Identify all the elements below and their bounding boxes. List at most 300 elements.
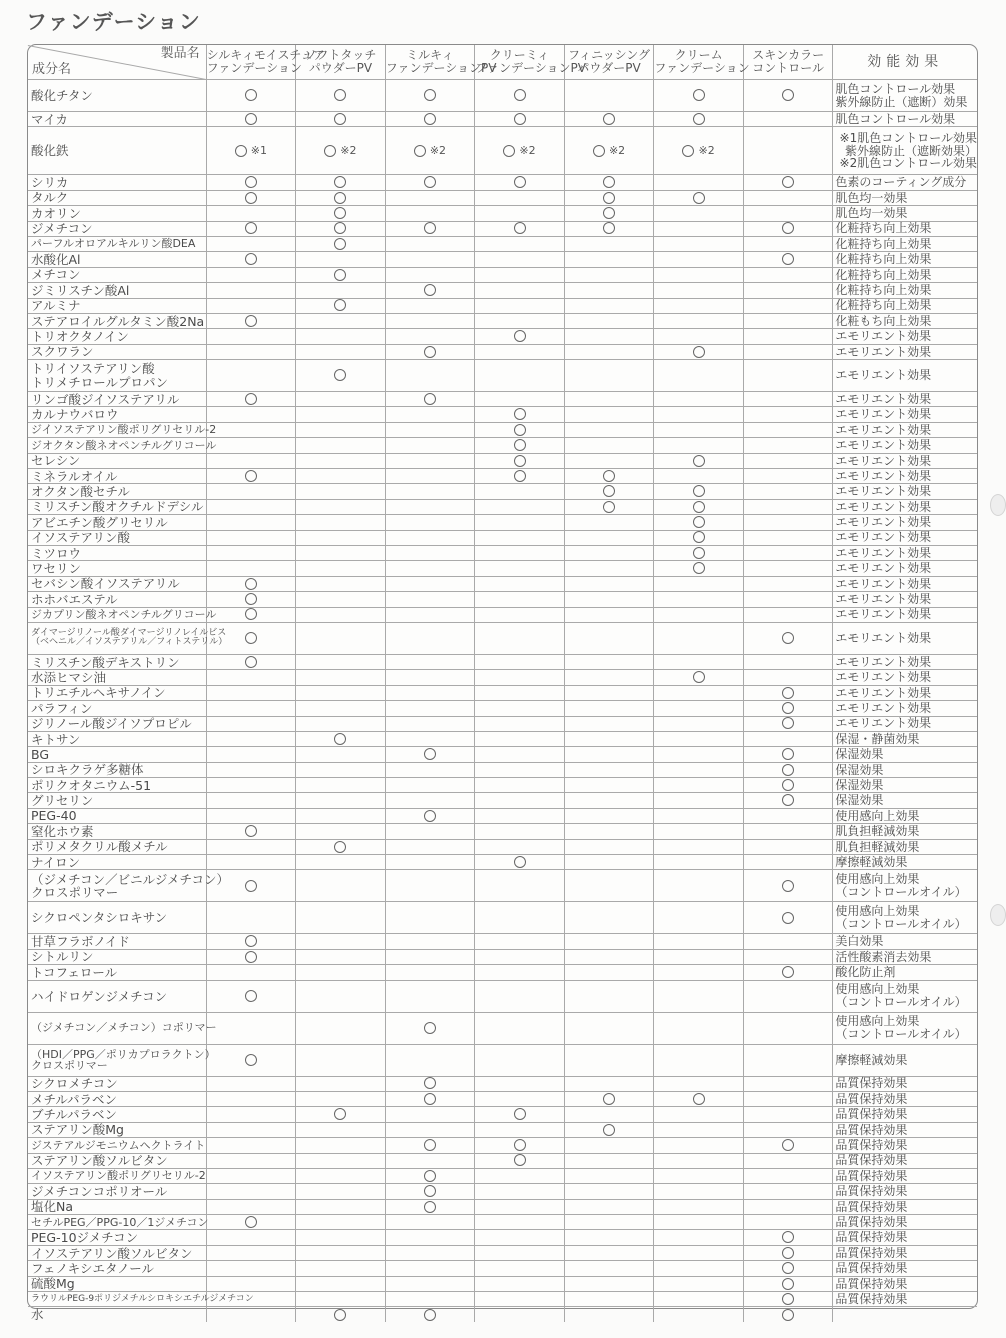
contains-circle-icon [693,562,705,574]
contains-circle-icon [514,1139,526,1151]
product-mark-cell [296,221,386,236]
product-mark-cell [475,824,565,839]
product-mark-cell [296,453,386,468]
product-mark-cell [385,1215,475,1230]
table-row [28,422,977,437]
product-mark-cell [385,1012,475,1044]
effect-cell: ※1肌色コントロール効果 紫外線防止（遮断効果） ※2肌色コントロール効果 [833,127,977,175]
contains-circle-icon [514,408,526,420]
effect-cell: 品質保持効果 [833,1138,977,1153]
product-mark-cell [564,793,654,808]
table-row [28,731,977,746]
ingredient-name: パラフィン [28,701,206,716]
product-mark-cell [475,313,565,328]
product-mark-cell [385,1230,475,1245]
table-row [28,360,977,392]
product-mark-cell [296,1044,386,1076]
product-mark-cell [654,949,744,964]
page-title: ファンデーション [26,10,201,34]
contains-circle-icon [693,455,705,467]
ingredient-name: ステアロイルグルタミン酸2Na [28,313,206,328]
product-mark-cell [296,438,386,453]
ingredient-name: 塩化Na [28,1199,206,1214]
table-row [28,980,977,1012]
product-mark-cell [654,607,744,622]
product-mark-cell [654,422,744,437]
contains-circle-icon [334,176,346,188]
table-row [28,576,977,591]
table-row [28,855,977,870]
contains-circle-icon [782,1309,794,1321]
ingredient-name: 水 [28,1307,206,1322]
product-mark-cell [654,778,744,793]
product-mark-cell [206,731,296,746]
product-mark-cell [206,484,296,499]
product-mark-cell [564,561,654,576]
product-mark-cell [564,515,654,530]
effect-cell: 化粧持ち向上効果 [833,236,977,251]
contains-circle-icon [514,222,526,234]
product-mark-cell [743,1044,833,1076]
ingredient-name: イソステアリン酸 [28,530,206,545]
product-mark-cell [564,965,654,980]
contains-circle-icon [245,253,257,265]
product-mark-cell [564,1215,654,1230]
product-mark-cell [385,980,475,1012]
ingredient-name: ジカプリン酸ネオペンチルグリコール [28,607,206,622]
product-mark-cell [475,360,565,392]
effect-cell: エモリエント効果 [833,422,977,437]
product-mark-cell [296,469,386,484]
ingredient-name: カオリン [28,206,206,221]
product-mark-cell [296,934,386,949]
footnote-mark: ※2 [608,143,626,157]
product-mark-cell [475,870,565,902]
product-mark-cell [296,484,386,499]
contains-circle-icon [424,1139,436,1151]
product-mark-cell [385,80,475,112]
product-mark-cell [385,1091,475,1106]
effect-cell: 品質保持効果 [833,1184,977,1199]
product-mark-cell [564,1076,654,1091]
product-mark-cell [654,175,744,190]
product-mark-cell [743,1199,833,1214]
product-mark-cell [654,252,744,267]
product-mark-cell [206,190,296,205]
table-row [28,545,977,560]
product-mark-cell [564,1199,654,1214]
product-mark-cell [206,175,296,190]
table-row [28,1184,977,1199]
product-mark-cell [743,344,833,359]
contains-circle-icon [334,299,346,311]
contains-circle-icon [514,856,526,868]
ingredient-name: ジオクタン酸ネオペンチルグリコール [28,438,206,453]
product-mark-cell [385,1044,475,1076]
table-row [28,236,977,251]
table-row [28,747,977,762]
product-mark-cell [654,80,744,112]
product-mark-cell [296,1153,386,1168]
product-mark-cell [385,545,475,560]
product-mark-cell [743,298,833,313]
ingredient-name: ジイソステアリン酸ポリグリセリル-2 [28,422,206,437]
product-mark-cell [654,360,744,392]
contains-circle-icon [424,222,436,234]
product-mark-cell [206,934,296,949]
ingredient-name: スクワラン [28,344,206,359]
product-mark-cell [206,344,296,359]
product-mark-cell [475,934,565,949]
table-row [28,1199,977,1214]
product-mark-cell [475,1215,565,1230]
effect-cell: エモリエント効果 [833,622,977,654]
product-mark-cell [385,561,475,576]
product-mark-cell [654,112,744,127]
ingredient-name: ミリスチン酸デキストリン [28,654,206,669]
effect-cell: エモリエント効果 [833,530,977,545]
product-mark-cell [564,980,654,1012]
contains-circle-icon [593,145,605,157]
table-header-row [28,45,977,80]
ingredient-name: グリセリン [28,793,206,808]
ingredient-name: （ジメチコン／ビニルジメチコン） クロスポリマー [28,870,206,902]
table-row [28,654,977,669]
product-mark-cell [743,607,833,622]
product-mark-cell [296,112,386,127]
effect-cell: エモリエント効果 [833,360,977,392]
contains-circle-icon [424,346,436,358]
product-mark-cell [475,1122,565,1137]
product-mark-cell [296,1307,386,1322]
effect-cell: 使用感向上効果 （コントロールオイル） [833,870,977,902]
contains-circle-icon [245,222,257,234]
product-mark-cell [475,453,565,468]
product-mark-cell [743,1076,833,1091]
effect-cell: 品質保持効果 [833,1091,977,1106]
product-mark-cell [206,360,296,392]
footnote-mark: ※2 [698,143,715,157]
product-mark-cell [385,112,475,127]
ingredient-name: 酸化チタン [28,80,206,112]
product-mark-cell [296,1215,386,1230]
contains-circle-icon [782,764,794,776]
contains-circle-icon [245,578,257,590]
product-mark-cell [385,313,475,328]
effect-cell: 肌負担軽減効果 [833,839,977,854]
product-mark-cell [475,484,565,499]
product-mark-cell [743,252,833,267]
product-mark-cell [564,499,654,514]
contains-circle-icon [503,145,515,157]
product-mark-cell [743,545,833,560]
contains-circle-icon [693,501,705,513]
product-mark-cell [206,298,296,313]
product-mark-cell [206,762,296,777]
product-mark-cell [206,1012,296,1044]
product-mark-cell [385,701,475,716]
product-mark-cell [654,344,744,359]
table-row [28,267,977,282]
product-mark-cell [475,407,565,422]
product-mark-cell [743,949,833,964]
product-mark-cell [654,515,744,530]
product-mark-cell [206,1091,296,1106]
contains-circle-icon [782,966,794,978]
product-mark-cell [296,80,386,112]
product-mark-cell [475,1276,565,1291]
product-mark-cell [296,1261,386,1276]
contains-circle-icon [782,912,794,924]
ingredient-name: マイカ [28,112,206,127]
contains-circle-icon [514,113,526,125]
product-mark-cell [206,607,296,622]
product-header-soft-touch: ソフトタッチ パウダーPV [296,45,386,80]
contains-circle-icon [424,1309,436,1321]
ingredient-label: 成分名 [32,62,72,78]
product-mark-cell [296,515,386,530]
product-mark-cell [385,762,475,777]
product-mark-cell [564,670,654,685]
table-row [28,762,977,777]
product-mark-cell [654,1107,744,1122]
product-mark-cell [654,793,744,808]
ingredient-name: ハイドロゲンジメチコン [28,980,206,1012]
table-row [28,1215,977,1230]
product-mark-cell [743,1230,833,1245]
contains-circle-icon [693,485,705,497]
ingredient-name: シトルリン [28,949,206,964]
footnote-mark: ※1 [250,143,267,157]
table-row [28,484,977,499]
ingredient-name: PEG-10ジメチコン [28,1230,206,1245]
product-mark-cell [296,499,386,514]
contains-circle-icon [514,1154,526,1166]
product-mark-cell [654,1276,744,1291]
table-row [28,701,977,716]
effect-cell: 摩擦軽減効果 [833,1044,977,1076]
product-mark-cell [206,839,296,854]
contains-circle-icon [603,1124,615,1136]
product-mark-cell [385,839,475,854]
product-mark-cell [743,80,833,112]
product-mark-cell [654,701,744,716]
product-mark-cell [564,592,654,607]
effect-cell: エモリエント効果 [833,515,977,530]
table-row [28,221,977,236]
product-mark-cell [385,1168,475,1183]
table-row [28,870,977,902]
contains-circle-icon [514,89,526,101]
product-header-finishing-powder: フィニッシング パウダーPV [564,45,654,80]
product-mark-cell [206,1122,296,1137]
product-mark-cell [385,499,475,514]
product-mark-cell [743,622,833,654]
contains-circle-icon [603,470,615,482]
product-mark-cell [385,453,475,468]
ingredient-name: 甘草フラボノイド [28,934,206,949]
product-mark-cell [475,576,565,591]
product-mark-cell [296,422,386,437]
product-mark-cell [743,902,833,934]
ingredient-name: 酸化鉄 [28,127,206,175]
product-mark-cell [206,1076,296,1091]
product-mark-cell [654,1230,744,1245]
product-mark-cell [475,1199,565,1214]
product-mark-cell [206,283,296,298]
product-mark-cell [206,949,296,964]
table-row [28,127,977,175]
ingredient-name: メチルパラベン [28,1091,206,1106]
product-mark-cell [206,422,296,437]
effect-cell: 肌色コントロール効果 紫外線防止（遮断）効果 [833,80,977,112]
table-row [28,808,977,823]
product-mark-cell [206,1184,296,1199]
product-mark-cell [385,206,475,221]
effect-cell: 肌色コントロール効果 [833,112,977,127]
contains-circle-icon [424,1201,436,1213]
product-mark-cell [385,1153,475,1168]
product-mark-cell [654,1122,744,1137]
contains-circle-icon [245,89,257,101]
product-mark-cell [385,236,475,251]
product-mark-cell [206,267,296,282]
product-mark-cell [654,747,744,762]
product-mark-cell [564,747,654,762]
table-row [28,561,977,576]
product-mark-cell [564,1184,654,1199]
product-mark-cell [475,731,565,746]
contains-circle-icon [245,880,257,892]
effect-cell: エモリエント効果 [833,484,977,499]
effect-cell: 保湿・静菌効果 [833,731,977,746]
product-mark-cell [385,607,475,622]
effect-cell: 使用感向上効果 [833,808,977,823]
product-mark-cell [475,855,565,870]
product-mark-cell [654,1245,744,1260]
effect-cell: エモリエント効果 [833,344,977,359]
product-mark-cell [206,902,296,934]
contains-circle-icon [245,470,257,482]
product-mark-cell [564,654,654,669]
product-header-skin-color-control: スキンカラー コントロール [743,45,833,80]
table-row [28,902,977,934]
ingredient-name: 水添ヒマシ油 [28,670,206,685]
effect-cell: エモリエント効果 [833,654,977,669]
product-mark-cell [564,934,654,949]
table-row [28,407,977,422]
product-mark-cell [296,1012,386,1044]
product-mark-cell [654,1012,744,1044]
ingredient-name: ジミリスチン酸Al [28,283,206,298]
product-mark-cell [296,236,386,251]
contains-circle-icon [782,1247,794,1259]
ingredient-name: セチルPEG／PPG-10／1ジメチコン [28,1215,206,1230]
effect-cell: エモリエント効果 [833,685,977,700]
product-mark-cell [654,870,744,902]
product-mark-cell [206,1245,296,1260]
contains-circle-icon [693,192,705,204]
product-mark-cell [206,808,296,823]
product-mark-cell [743,934,833,949]
product-mark-cell [564,622,654,654]
ingredient-name: ミリスチン酸オクチルドデシル [28,499,206,514]
product-mark-cell [385,392,475,407]
ingredient-name: タルク [28,190,206,205]
contains-circle-icon [245,632,257,644]
product-mark-cell [654,206,744,221]
product-mark-cell [296,407,386,422]
product-mark-cell [743,965,833,980]
product-mark-cell [654,980,744,1012]
contains-circle-icon [334,222,346,234]
product-mark-cell [564,530,654,545]
contains-circle-icon [414,145,426,157]
ingredient-name: 窒化ホウ素 [28,824,206,839]
product-mark-cell [564,1245,654,1260]
product-mark-cell [564,855,654,870]
table-row [28,949,977,964]
product-mark-cell [743,793,833,808]
product-mark-cell [564,949,654,964]
product-header-cream-foundation: クリーム ファンデーション [654,45,744,80]
product-mark-cell [296,1230,386,1245]
contains-circle-icon [782,794,794,806]
product-mark-cell [743,654,833,669]
product-mark-cell [654,283,744,298]
product-mark-cell [206,701,296,716]
ingredient-name: （HDI／PPG／ポリカプロラクトン） クロスポリマー [28,1044,206,1076]
product-mark-cell [206,530,296,545]
contains-circle-icon [603,501,615,513]
product-mark-cell [743,190,833,205]
ingredient-name: パーフルオロアルキルリン酸DEA [28,236,206,251]
product-mark-cell [385,670,475,685]
product-mark-cell [654,1044,744,1076]
product-mark-cell [743,778,833,793]
contains-circle-icon [782,1278,794,1290]
effect-cell: エモリエント効果 [833,607,977,622]
ingredient-name: ジメチコンコポリオール [28,1184,206,1199]
product-mark-cell [296,654,386,669]
product-mark-cell [296,1276,386,1291]
product-mark-cell [564,762,654,777]
effect-cell: 使用感向上効果 （コントロールオイル） [833,902,977,934]
ingredient-name: トリイソステアリン酸 トリメチロールプロパン [28,360,206,392]
contains-circle-icon [334,1108,346,1120]
product-mark-cell [743,1261,833,1276]
effect-cell: 保湿効果 [833,778,977,793]
product-mark-cell [564,839,654,854]
product-mark-cell [206,716,296,731]
product-mark-cell [385,934,475,949]
product-mark-cell [206,1215,296,1230]
table-row [28,1107,977,1122]
product-mark-cell [296,607,386,622]
table-row [28,592,977,607]
product-mark-cell [206,206,296,221]
product-mark-cell [654,1168,744,1183]
effect-cell: エモリエント効果 [833,407,977,422]
ingredient-name: セバシン酸イソステアリル [28,576,206,591]
effect-cell: 品質保持効果 [833,1276,977,1291]
product-mark-cell [385,252,475,267]
table-row [28,1261,977,1276]
product-mark-cell [564,1044,654,1076]
product-mark-cell [564,484,654,499]
contains-circle-icon [334,841,346,853]
product-mark-cell [385,1261,475,1276]
